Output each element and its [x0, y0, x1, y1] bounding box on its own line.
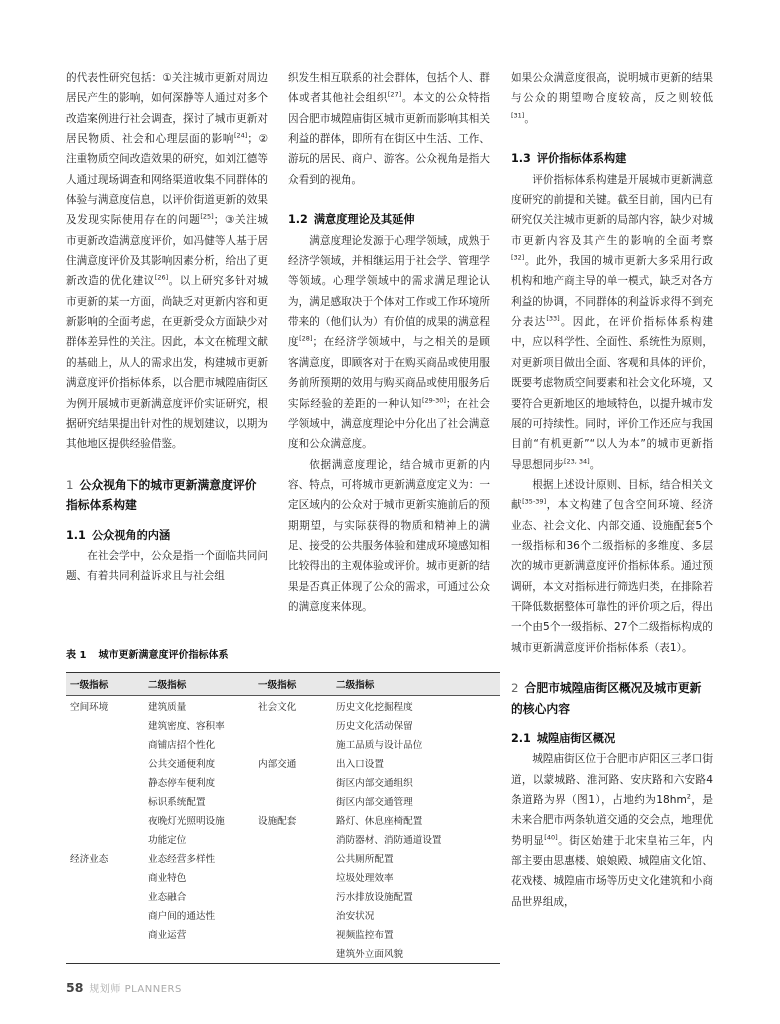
table-row: [66, 772, 500, 791]
table-cell: 出入口设置: [336, 758, 384, 770]
table-cell: [66, 829, 144, 848]
table-cell: 消防器材、消防通道设置: [336, 834, 442, 846]
table-cell: 路灯、休息座椅配置: [336, 815, 423, 827]
table-cell: 建筑外立面风貌: [332, 943, 500, 964]
table-row: [66, 810, 500, 829]
table-cell: 施工品质与设计品位: [336, 739, 423, 751]
table-cell: [254, 715, 332, 734]
section-heading-1-2: 1.2 满意度理论及其延伸: [288, 213, 415, 227]
paragraph: 城隍庙街区位于合肥市庐阳区三孝口街道，以蒙城路、淮河路、安庆路和六安路4条道路为界（图1），占地约为$18hm^2$，是未来合肥市两条轨道交通的交会点，地理优势明显[40]。街区始建于北宋皇祐三年，内部主要由思惠楼、娘娘殿、城隍庙文化馆、花戏楼、城隍庙市场等历史文化建筑和小商品世界组成，: [511, 753, 714, 908]
table-cell: [66, 810, 144, 829]
table-cell: 视频监控布置: [336, 929, 394, 941]
paragraph: 根据上述设计原则、目标，结合相关文献[35-39]，本文构建了包含空间环境、经济业态、社会文化、内部交通、设施配套5个一级指标和36个二级指标的多维度、多层次的城市更新满意度评价指标体系。通过预调研，本文对指标进行筛选归类，在排除若干降低数据整体可靠性的评价项之后，得出一个由5个一级指标、27个二级指标构成的城市更新满意度评价指标体系（表1）。: [511, 478, 714, 654]
indicator-table: [66, 672, 500, 964]
table-cell: [66, 924, 144, 943]
table-cell: [254, 905, 332, 924]
table-cell: 社会文化: [258, 701, 297, 713]
table-cell: 商铺店招个性化: [148, 739, 216, 751]
table-cell: [254, 829, 332, 848]
table-header-row: [66, 673, 500, 696]
journal-brand: 规划师 PLANNERS: [89, 984, 182, 995]
table-row: [66, 848, 500, 867]
table-header: 一级指标: [66, 673, 144, 696]
table-cell: 商业运营: [148, 929, 187, 941]
section-heading-1: 1 公众视角下的城市更新满意度评价指标体系构建: [66, 477, 257, 513]
table-row: [66, 791, 500, 810]
table-cell: [66, 753, 144, 772]
table-cell: [254, 886, 332, 905]
table-cell: [254, 848, 332, 867]
table-row: [66, 905, 500, 924]
table-cell: 建筑质量: [148, 701, 187, 713]
section-heading-1-1: 1.1 公众视角的内涵: [66, 528, 171, 542]
table-row: [66, 924, 500, 943]
paragraph: 如果公众满意度很高，说明城市更新的结果与公众的期望吻合度较高，反之则较低[31]。: [511, 72, 713, 125]
table-cell: 垃圾处理效率: [336, 872, 394, 884]
table-cell: [144, 943, 254, 964]
table-row: [66, 753, 500, 772]
table-row: [66, 715, 500, 734]
table-row: [66, 829, 500, 848]
table-cell: [66, 791, 144, 810]
table-header: 二级指标: [144, 673, 254, 696]
column-right: [511, 68, 713, 912]
table-cell: [254, 867, 332, 886]
table-cell: [254, 924, 332, 943]
table-cell: [254, 943, 332, 964]
table-cell: 空间环境: [70, 701, 109, 713]
column-left: [66, 68, 268, 587]
table-cell: 历史文化挖掘程度: [336, 701, 413, 713]
table-row: [66, 867, 500, 886]
table-cell: 标识系统配置: [148, 796, 206, 808]
paragraph: 依据满意度理论，结合城市更新的内容、特点，可将城市更新满意度定义为：一定区域内的公众对于城市更新实施前后的预期期望，与实际获得的物质和精神上的满足、接受的公共服务体验和建成环境感知相比较得出的主观体验或评价。城市更新的结果是否真正体现了公众的需求，可通过公众的满意度来体现。: [288, 458, 490, 613]
table-cell: 公共交通便利度: [148, 758, 216, 770]
table-row: [66, 734, 500, 753]
table-cell: 商业特色: [148, 872, 187, 884]
table-cell: [254, 791, 332, 810]
table-row: [66, 943, 500, 964]
table-header: 一级指标: [254, 673, 332, 696]
table-cell: [66, 943, 144, 964]
table-body: [66, 696, 500, 964]
table-cell: [66, 772, 144, 791]
table-row: [66, 886, 500, 905]
table-cell: 商户间的通达性: [148, 910, 216, 922]
table-cell: [66, 905, 144, 924]
paragraph: 的代表性研究包括：①关注城市更新对周边居民产生的影响，如何深静等人通过对多个改造案例进行社会调查，探讨了城市更新对居民物质、社会和心理层面的影响[24]；②注重物质空间改造效果的研究，如刘江德等人通过现场调查和网络渠道收集不同群体的体验与满意度信息，以评价街道更新的效果及发现实际使用存在的问题[25]；③关注城市更新改造满意度评价，如冯健等人基于居住满意度评价及其影响因素分析，给出了更新改造的优化建议[26]。以上研究多针对城市更新的某一方面，尚缺乏对更新内容和更新影响的全面考虑，在更新受众方面缺少对群体差异性的关注。因此，本文在梳理文献的基础上，从人的需求出发，构建城市更新满意度评价指标体系，以合肥市城隍庙街区为例开展城市更新满意度评价实证研究，根据研究结果提出针对性的规划建议，以期为其他地区提供经验借鉴。: [66, 72, 269, 451]
table-cell: 历史文化活动保留: [336, 720, 413, 732]
paragraph: 织发生相互联系的社会群体，包括个人、群体或者其他社会组织[27]。本文的公众特指因合肥市城隍庙街区城市更新而影响其相关利益的群体，即所有在街区中生活、工作、游玩的居民、商户、游客。公众视角是指大众看到的视角。: [288, 72, 491, 186]
paragraph: 满意度理论发源于心理学领域，成熟于经济学领域，并相继运用于社会学、管理学等领域。心理学领域中的需求满足理论认为，满足感取决于个体对工作或工作环境所带来的（他们认为）有价值的成果的满意程度[28]；在经济学领域中，与之相关的是顾客满意度，即顾客对于在购买商品或使用服务前所预期的效用与购买商品或使用服务后实际经验的差距的一种认知[29-30]；在社会学领域中，满意度理论中分化出了社会满意度和公众满意度。: [288, 234, 491, 451]
paragraph: 在社会学中，公众是指一个面临共同问题、有着共同利益诉求且与社会组: [66, 549, 268, 583]
paragraph: 评价指标体系构建是开展城市更新满意度研究的前提和关键。截至目前，国内已有研究仅关注城市更新的局部内容，缺少对城市更新内容及其产生的影响的全面考察[32]。此外，我国的城市更新大多采用行政机构和地产商主导的单一模式，缺乏对各方利益的协调，不同群体的利益诉求得不到充分表达[33]。因此，在评价指标体系构建中，应以科学性、全面性、系统性为原则，对更新项目做出全面、客观和具体的评价，既要考虑物质空间要素和社会文化环境，又要符合更新地区的地域特色，以提升城市发展的可持续性。同时，评价工作还应与我国目前“有机更新”“以人为本”的城市更新指导思想同步[23, 34]。: [511, 173, 714, 471]
table-cell: [66, 734, 144, 753]
table-cell: 业态经营多样性: [148, 853, 216, 865]
page-footer: [66, 980, 182, 995]
page-number: 58: [66, 980, 84, 995]
table-cell: 静态停车便利度: [148, 777, 216, 789]
table-cell: 夜晚灯光照明设施: [148, 815, 225, 827]
table-cell: 经济业态: [70, 853, 109, 865]
table-cell: 功能定位: [148, 834, 187, 846]
table-cell: [254, 734, 332, 753]
table-cell: [66, 886, 144, 905]
table-figure: [66, 649, 500, 964]
table-cell: 治安状况: [336, 910, 375, 922]
table-cell: 内部交通: [258, 758, 297, 770]
column-middle: [288, 68, 490, 617]
section-heading-2-1: 2.1 城隍庙街区概况: [511, 732, 616, 745]
table-cell: 街区内部交通组织: [336, 777, 413, 789]
table-caption: 表 1 城市更新满意度评价指标体系: [66, 650, 229, 661]
table-cell: 建筑密度、容积率: [148, 720, 225, 732]
table-cell: [66, 715, 144, 734]
table-header: 二级指标: [332, 673, 500, 696]
table-cell: 污水排放设施配置: [336, 891, 413, 903]
table-cell: 设施配套: [258, 815, 297, 827]
table-cell: 街区内部交通管理: [336, 796, 413, 808]
section-heading-1-3: 1.3 评价指标体系构建: [511, 152, 627, 166]
table-row: [66, 696, 500, 716]
table-cell: 公共厕所配置: [336, 853, 394, 865]
table-cell: 业态融合: [148, 891, 187, 903]
table-cell: [66, 867, 144, 886]
table-cell: [254, 772, 332, 791]
section-heading-2: 2 合肥市城隍庙街区概况及城市更新的核心内容: [511, 681, 702, 716]
